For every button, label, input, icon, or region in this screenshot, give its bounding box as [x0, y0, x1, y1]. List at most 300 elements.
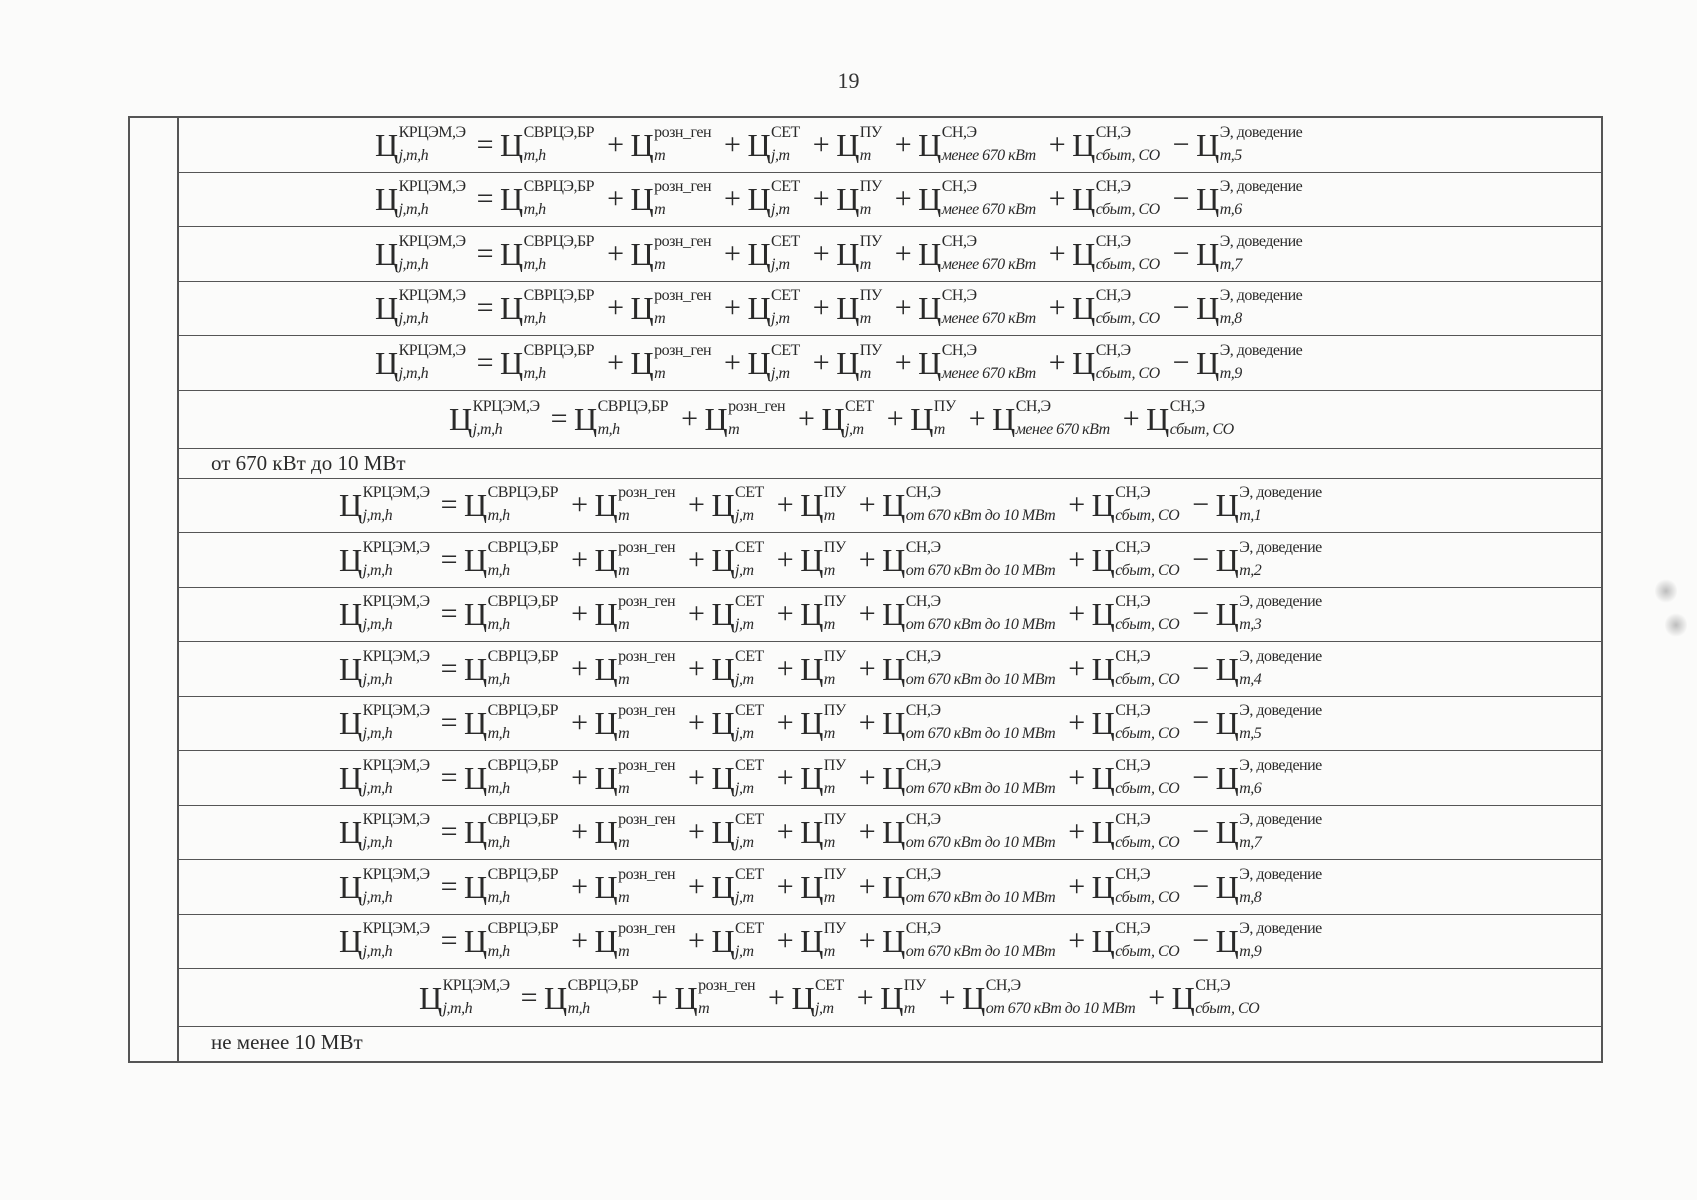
script-stack	[362, 484, 430, 525]
base-symbol: Ц	[800, 487, 823, 524]
formula-term-sne_sbyt	[1072, 287, 1160, 328]
plus-operator: +	[571, 869, 588, 903]
base-symbol: Ц	[800, 923, 823, 960]
formula-term-svr	[464, 920, 559, 961]
subscript: m,h	[487, 507, 510, 525]
formula-term-lhs	[375, 232, 466, 273]
formula-row	[179, 282, 1601, 337]
subscript: m,h	[597, 421, 620, 438]
superscript: СЕТ	[735, 593, 764, 611]
formula-term-dov	[1196, 341, 1303, 382]
base-symbol: Ц	[630, 344, 654, 381]
subscript: m,2	[1239, 561, 1262, 579]
formula	[339, 756, 1322, 797]
base-symbol: Ц	[711, 487, 735, 524]
superscript: СН,Э	[905, 865, 941, 883]
superscript: СВРЦЭ,БР	[487, 920, 559, 938]
base-symbol: Ц	[339, 759, 362, 796]
minus-operator: −	[1172, 127, 1190, 161]
base-symbol: Ц	[918, 181, 941, 218]
subscript: m,h	[487, 616, 510, 634]
script-stack	[941, 287, 1036, 328]
plus-operator: +	[651, 980, 668, 1014]
script-stack	[903, 976, 926, 1017]
formula-term-sne_sbyt	[1091, 593, 1180, 634]
formula	[375, 287, 1303, 328]
script-stack	[735, 702, 764, 743]
formula-term-rozn	[630, 341, 712, 382]
superscript: СН,Э	[941, 287, 977, 305]
script-stack	[362, 702, 430, 743]
superscript: СЕТ	[735, 647, 764, 665]
equals-operator: =	[476, 182, 494, 216]
script-stack	[1115, 647, 1180, 688]
subscript: m,3	[1239, 616, 1262, 634]
superscript: ПУ	[823, 538, 846, 556]
base-symbol: Ц	[594, 923, 618, 960]
script-stack	[398, 341, 466, 382]
subscript: от 670 кВт до 10 МВт	[905, 725, 1056, 743]
formula-term-dov	[1196, 123, 1303, 164]
base-symbol: Ц	[1091, 814, 1115, 851]
plus-operator: +	[1122, 402, 1140, 435]
subscript: m	[823, 725, 835, 743]
plus-operator: +	[798, 402, 815, 435]
superscript: СВРЦЭ,БР	[487, 865, 559, 883]
subscript: m	[859, 310, 871, 328]
subscript: m	[933, 421, 945, 438]
script-stack	[1115, 811, 1180, 852]
subscript: сбыт, СО	[1195, 999, 1260, 1017]
script-stack	[933, 398, 956, 438]
formula-term-lhs	[339, 538, 430, 579]
formula-term-svr	[500, 232, 595, 273]
formula	[339, 647, 1322, 688]
formula-row	[179, 227, 1601, 282]
formula-term-pu	[910, 398, 956, 438]
superscript: СН,Э	[985, 976, 1021, 994]
superscript: СН,Э	[1095, 341, 1131, 359]
subscript: m,h	[487, 888, 510, 906]
formula-term-pu	[836, 287, 882, 328]
formula-term-pu	[800, 702, 846, 743]
script-stack	[1239, 484, 1322, 525]
plus-operator: +	[607, 236, 624, 270]
formula-row	[179, 751, 1601, 806]
subscript: от 670 кВт до 10 МВт	[905, 888, 1056, 906]
minus-operator: −	[1192, 924, 1209, 958]
script-stack	[1115, 702, 1180, 743]
plus-operator: +	[688, 488, 705, 522]
superscript: КРЦЭМ,Э	[472, 398, 540, 415]
base-symbol: Ц	[1196, 344, 1219, 381]
formula	[375, 232, 1303, 273]
plus-operator: +	[894, 127, 912, 161]
formula-term-rozn	[594, 865, 676, 906]
plus-operator: +	[856, 980, 874, 1014]
subscript: m	[823, 888, 835, 906]
scan-smudge	[1665, 612, 1687, 638]
formula-term-sne_sbyt	[1171, 976, 1260, 1017]
base-symbol: Ц	[339, 596, 362, 633]
superscript: розн_ген	[654, 178, 712, 196]
base-symbol: Ц	[1215, 868, 1239, 905]
subscript: m	[903, 999, 915, 1017]
equals-operator: =	[440, 542, 458, 576]
script-stack	[941, 178, 1036, 219]
base-symbol: Ц	[1196, 290, 1219, 327]
script-stack	[654, 232, 712, 273]
plus-operator: +	[1068, 815, 1085, 849]
equals-operator: =	[550, 402, 568, 435]
superscript: ПУ	[859, 178, 882, 196]
base-symbol: Ц	[464, 814, 487, 851]
base-symbol: Ц	[464, 650, 487, 687]
base-symbol: Ц	[339, 487, 362, 524]
script-stack	[1219, 123, 1303, 164]
plus-operator: +	[858, 542, 876, 576]
superscript: Э, доведение	[1219, 232, 1303, 250]
base-symbol: Ц	[339, 650, 362, 687]
base-symbol: Ц	[1215, 650, 1239, 687]
base-symbol: Ц	[674, 979, 698, 1016]
formula-term-pu	[800, 593, 846, 634]
superscript: СВРЦЭ,БР	[523, 341, 595, 359]
base-symbol: Ц	[800, 814, 823, 851]
base-symbol: Ц	[711, 541, 735, 578]
base-symbol: Ц	[918, 290, 941, 327]
subscript: от 670 кВт до 10 МВт	[905, 561, 1056, 579]
formula-term-svr	[464, 865, 559, 906]
formula-term-sne_670_10	[882, 811, 1056, 852]
script-stack	[1239, 647, 1322, 688]
base-symbol: Ц	[880, 979, 903, 1016]
script-stack	[1115, 920, 1180, 961]
plus-operator: +	[571, 597, 588, 631]
formula-term-sne_lt670	[918, 123, 1036, 164]
equals-operator: =	[440, 488, 458, 522]
script-stack	[859, 287, 882, 328]
subscript: j,m,h	[398, 255, 429, 273]
formula-term-set	[791, 976, 844, 1017]
base-symbol: Ц	[800, 759, 823, 796]
equals-operator: =	[440, 760, 458, 794]
plus-operator: +	[776, 924, 794, 958]
equals-operator: =	[440, 651, 458, 685]
formula-term-set	[711, 538, 764, 579]
subscript: m	[823, 507, 835, 525]
plus-operator: +	[1068, 760, 1085, 794]
equals-operator: =	[440, 924, 458, 958]
script-stack	[1015, 398, 1110, 438]
base-symbol: Ц	[882, 759, 905, 796]
formula-term-lhs	[339, 593, 430, 634]
superscript: КРЦЭМ,Э	[442, 976, 510, 994]
formula-term-set	[747, 287, 800, 328]
superscript: СН,Э	[1169, 398, 1205, 415]
formula-term-sne_lt670	[918, 341, 1036, 382]
plus-operator: +	[607, 127, 624, 161]
base-symbol: Ц	[544, 979, 567, 1016]
formula-term-rozn	[594, 647, 676, 688]
subscript: j,m	[735, 670, 754, 688]
base-symbol: Ц	[500, 344, 523, 381]
script-stack	[985, 976, 1136, 1017]
superscript: СВРЦЭ,БР	[523, 287, 595, 305]
plus-operator: +	[571, 706, 588, 740]
formula-row	[179, 118, 1601, 173]
superscript: СЕТ	[735, 920, 764, 938]
formula-term-svr	[500, 341, 595, 382]
subscript: j,m,h	[398, 201, 429, 219]
plus-operator: +	[894, 291, 912, 325]
base-symbol: Ц	[747, 290, 771, 327]
superscript: розн_ген	[654, 232, 712, 250]
superscript: ПУ	[823, 865, 846, 883]
subscript: m	[654, 310, 666, 328]
base-symbol: Ц	[464, 541, 487, 578]
script-stack	[859, 123, 882, 164]
base-symbol: Ц	[1171, 979, 1195, 1016]
base-symbol: Ц	[1091, 541, 1115, 578]
subscript: j,m,h	[362, 834, 393, 852]
superscript: СН,Э	[941, 341, 977, 359]
formula	[339, 702, 1322, 743]
script-stack	[823, 756, 846, 797]
script-stack	[859, 178, 882, 219]
script-stack	[735, 593, 764, 634]
subscript: m	[823, 670, 835, 688]
minus-operator: −	[1192, 651, 1209, 685]
superscript: СН,Э	[1115, 702, 1151, 720]
script-stack	[823, 538, 846, 579]
plus-operator: +	[812, 236, 830, 270]
base-symbol: Ц	[704, 401, 728, 437]
subscript: m,1	[1239, 507, 1262, 525]
superscript: КРЦЭМ,Э	[362, 920, 430, 938]
base-symbol: Ц	[918, 126, 941, 163]
script-stack	[618, 811, 676, 852]
script-stack	[905, 865, 1056, 906]
script-stack	[941, 123, 1036, 164]
superscript: СН,Э	[1115, 920, 1151, 938]
script-stack	[1219, 287, 1303, 328]
superscript: СН,Э	[1115, 865, 1151, 883]
script-stack	[487, 702, 559, 743]
superscript: СЕТ	[735, 756, 764, 774]
script-stack	[823, 811, 846, 852]
base-symbol: Ц	[910, 401, 933, 437]
script-stack	[735, 811, 764, 852]
formula-term-svr	[544, 976, 639, 1017]
formula-term-sne_sbyt	[1091, 484, 1180, 525]
base-symbol: Ц	[1091, 923, 1115, 960]
base-symbol: Ц	[747, 235, 771, 272]
base-symbol: Ц	[594, 596, 618, 633]
base-symbol: Ц	[464, 705, 487, 742]
formula-term-svr	[464, 811, 559, 852]
base-symbol: Ц	[1215, 814, 1239, 851]
script-stack	[523, 287, 595, 328]
superscript: розн_ген	[618, 538, 676, 556]
script-stack	[362, 593, 430, 634]
formula-term-sne_sbyt	[1091, 756, 1180, 797]
plus-operator: +	[938, 980, 956, 1014]
subscript: j,m	[735, 779, 754, 797]
base-symbol: Ц	[882, 705, 905, 742]
superscript: СВРЦЭ,БР	[597, 398, 669, 415]
minus-operator: −	[1192, 815, 1209, 849]
superscript: КРЦЭМ,Э	[362, 647, 430, 665]
plus-operator: +	[688, 815, 705, 849]
plus-operator: +	[724, 236, 741, 270]
superscript: КРЦЭМ,Э	[362, 865, 430, 883]
script-stack	[1115, 756, 1180, 797]
formula-row	[179, 479, 1601, 534]
script-stack	[618, 865, 676, 906]
subscript: j,m,h	[398, 310, 429, 328]
plus-operator: +	[812, 182, 830, 216]
base-symbol: Ц	[500, 290, 523, 327]
formula	[375, 178, 1303, 219]
subscript: m	[823, 943, 835, 961]
plus-operator: +	[571, 760, 588, 794]
subscript: m	[859, 146, 871, 164]
subscript: от 670 кВт до 10 МВт	[905, 779, 1056, 797]
superscript: КРЦЭМ,Э	[362, 593, 430, 611]
plus-operator: +	[886, 402, 904, 435]
superscript: КРЦЭМ,Э	[362, 811, 430, 829]
subscript: сбыт, СО	[1115, 779, 1180, 797]
formula-term-sne_sbyt	[1072, 123, 1160, 164]
base-symbol: Ц	[836, 344, 859, 381]
script-stack	[487, 811, 559, 852]
base-symbol: Ц	[882, 923, 905, 960]
script-stack	[654, 123, 712, 164]
superscript: Э, доведение	[1239, 538, 1322, 556]
script-stack	[398, 287, 466, 328]
base-symbol: Ц	[375, 181, 398, 218]
base-symbol: Ц	[1091, 596, 1115, 633]
subscript: m,8	[1219, 310, 1242, 328]
script-stack	[771, 232, 800, 273]
superscript: КРЦЭМ,Э	[398, 232, 466, 250]
subscript: m	[823, 834, 835, 852]
superscript: розн_ген	[618, 756, 676, 774]
formula-term-lhs	[339, 484, 430, 525]
base-symbol: Ц	[1215, 596, 1239, 633]
subscript: m	[618, 507, 630, 525]
scan-smudge	[1655, 578, 1677, 604]
script-stack	[398, 178, 466, 219]
superscript: Э, доведение	[1239, 756, 1322, 774]
subscript: j,m,h	[362, 725, 393, 743]
subscript: m,h	[523, 201, 546, 219]
subscript: m,8	[1239, 888, 1262, 906]
formula-term-lhs	[375, 287, 466, 328]
base-symbol: Ц	[882, 596, 905, 633]
equals-operator: =	[476, 345, 494, 379]
section-label-row	[179, 1027, 1601, 1057]
formula-term-sne_sbyt	[1091, 538, 1180, 579]
formula	[419, 976, 1260, 1017]
base-symbol: Ц	[339, 923, 362, 960]
formula-term-sne_670_10	[882, 756, 1056, 797]
formula-term-rozn	[594, 920, 676, 961]
plus-operator: +	[776, 488, 794, 522]
superscript: СН,Э	[905, 647, 941, 665]
script-stack	[823, 865, 846, 906]
formula-term-sne_670_10	[882, 920, 1056, 961]
equals-operator: =	[440, 597, 458, 631]
plus-operator: +	[688, 924, 705, 958]
script-stack	[1115, 865, 1180, 906]
subscript: от 670 кВт до 10 МВт	[905, 616, 1056, 634]
base-symbol: Ц	[800, 596, 823, 633]
subscript: от 670 кВт до 10 МВт	[905, 834, 1056, 852]
subscript: сбыт, СО	[1095, 201, 1160, 219]
superscript: Э, доведение	[1219, 287, 1303, 305]
minus-operator: −	[1172, 182, 1190, 216]
script-stack	[487, 593, 559, 634]
formula-term-rozn	[594, 756, 676, 797]
plus-operator: +	[858, 815, 876, 849]
base-symbol: Ц	[339, 541, 362, 578]
subscript: m	[618, 834, 630, 852]
subscript: менее 670 кВт	[941, 201, 1036, 219]
formula-term-lhs	[375, 178, 466, 219]
superscript: СЕТ	[845, 398, 874, 415]
superscript: Э, доведение	[1219, 123, 1303, 141]
script-stack	[523, 123, 595, 164]
script-stack	[735, 756, 764, 797]
plus-operator: +	[776, 815, 794, 849]
subscript: m	[859, 364, 871, 382]
formula-row	[179, 915, 1601, 970]
plus-operator: +	[858, 924, 876, 958]
superscript: Э, доведение	[1239, 865, 1322, 883]
formula-row	[179, 533, 1601, 588]
formula-term-rozn	[594, 593, 676, 634]
superscript: СЕТ	[735, 538, 764, 556]
base-symbol: Ц	[1215, 759, 1239, 796]
superscript: ПУ	[859, 232, 882, 250]
superscript: ПУ	[823, 811, 846, 829]
base-symbol: Ц	[918, 344, 941, 381]
subscript: m	[618, 943, 630, 961]
script-stack	[1095, 232, 1160, 273]
superscript: СН,Э	[905, 702, 941, 720]
superscript: СН,Э	[905, 593, 941, 611]
script-stack	[735, 865, 764, 906]
plus-operator: +	[1068, 597, 1085, 631]
script-stack	[905, 647, 1056, 688]
subscript: j,m,h	[398, 146, 429, 164]
base-symbol: Ц	[419, 979, 442, 1016]
formula-term-svr	[464, 484, 559, 525]
formula-table	[128, 116, 1603, 1063]
script-stack	[823, 593, 846, 634]
plus-operator: +	[724, 182, 741, 216]
script-stack	[442, 976, 510, 1017]
subscript: сбыт, СО	[1115, 834, 1180, 852]
superscript: КРЦЭМ,Э	[362, 484, 430, 502]
superscript: СВРЦЭ,БР	[567, 976, 639, 994]
formula-term-lhs	[339, 756, 430, 797]
plus-operator: +	[571, 488, 588, 522]
base-symbol: Ц	[464, 868, 487, 905]
formula-term-sne_sbyt	[1091, 702, 1180, 743]
